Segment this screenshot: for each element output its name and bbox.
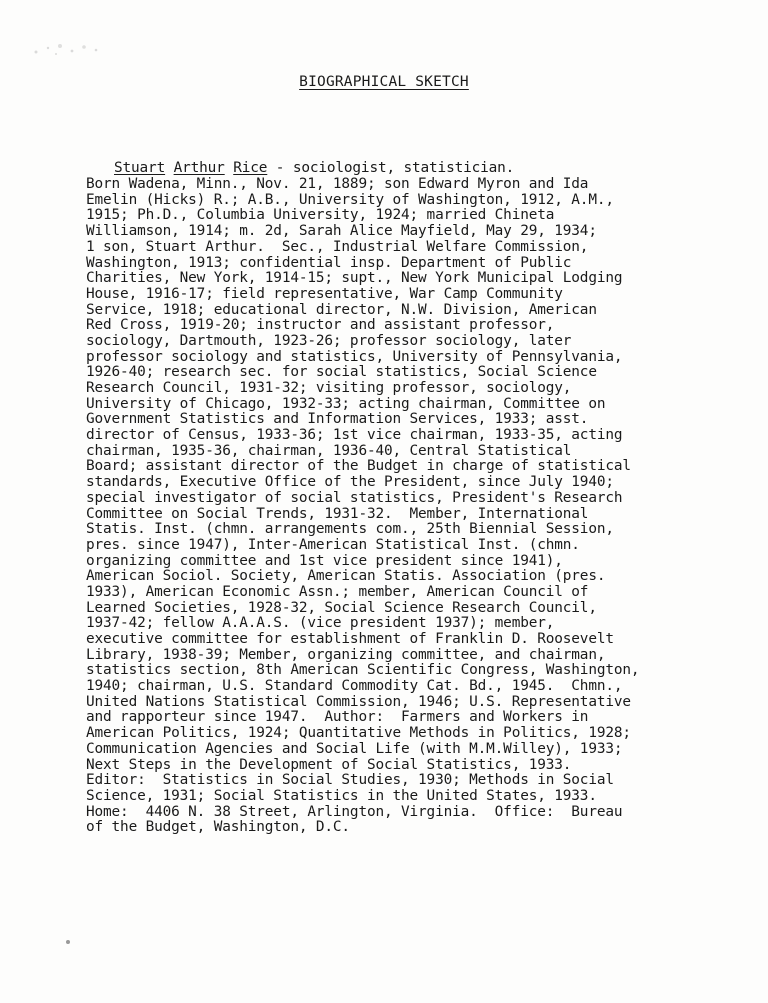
text-line: American Politics, 1924; Quantitative Methods in Politics, 1928; xyxy=(86,725,631,742)
text-line: Committee on Social Trends, 1931-32. Member, International xyxy=(86,505,589,522)
text-line: 1926-40; research sec. for social statistics, Social Science xyxy=(86,364,597,381)
text-line: 1 son, Stuart Arthur. Sec., Industrial Welfare Commission, xyxy=(86,238,589,255)
text-line: House, 1916-17; field representative, War Camp Community xyxy=(86,285,563,302)
text-line: Science, 1931; Social Statistics in the United States, 1933. xyxy=(86,787,597,804)
text-line: Williamson, 1914; m. 2d, Sarah Alice Mayfield, May 29, 1934; xyxy=(86,223,597,240)
subject-descriptor: - sociologist, statistician. xyxy=(267,160,515,177)
text-line: University of Chicago, 1932-33; acting chairman, Committee on xyxy=(86,395,606,412)
text-line: standards, Executive Office of the President, since July 1940; xyxy=(86,474,614,491)
text-line: of the Budget, Washington, D.C. xyxy=(86,819,350,836)
text-line: 1915; Ph.D., Columbia University, 1924; married Chineta xyxy=(86,207,555,224)
text-line: 1933), American Economic Assn.; member, American Council of xyxy=(86,583,589,600)
text-line: Emelin (Hicks) R.; A.B., University of Washington, 1912, A.M., xyxy=(86,191,614,208)
page-title: BIOGRAPHICAL SKETCH xyxy=(299,74,469,90)
text-line: Library, 1938-39; Member, organizing committee, and chairman, xyxy=(86,646,606,663)
text-line: Home: 4406 N. 38 Street, Arlington, Virginia. Office: Bureau xyxy=(86,803,623,820)
text-line: pres. since 1947), Inter-American Statistical Inst. (chmn. xyxy=(86,536,580,553)
text-line: Research Council, 1931-32; visiting professor, sociology, xyxy=(86,380,572,397)
text-line: professor sociology and statistics, University of Pennsylvania, xyxy=(86,348,623,365)
subject-line xyxy=(86,161,726,177)
text-line: Statis. Inst. (chmn. arrangements com., 25th Biennial Session, xyxy=(86,521,614,538)
text-line: director of Census, 1933-36; 1st vice chairman, 1933-35, acting xyxy=(86,427,623,444)
text-line: Washington, 1913; confidential insp. Department of Public xyxy=(86,254,572,271)
subject-middle-name: Arthur xyxy=(173,160,225,177)
text-line: Editor: Statistics in Social Studies, 1930; Methods in Social xyxy=(86,772,614,789)
ink-smudge xyxy=(26,38,112,60)
subject-last-name: Rice xyxy=(233,160,268,177)
text-line: Board; assistant director of the Budget in charge of statistical xyxy=(86,458,631,475)
text-line: organizing committee and 1st vice president since 1941), xyxy=(86,552,563,569)
text-line: Red Cross, 1919-20; instructor and assistant professor, xyxy=(86,317,555,334)
text-line: executive committee for establishment of Franklin D. Roosevelt xyxy=(86,631,614,648)
text-line: Service, 1918; educational director, N.W. Division, American xyxy=(86,301,597,318)
text-line: Born Wadena, Minn., Nov. 21, 1889; son Edward Myron and Ida xyxy=(86,176,589,193)
text-line: Next Steps in the Development of Social Statistics, 1933. xyxy=(86,756,572,773)
text-line: chairman, 1935-36, chairman, 1936-40, Central Statistical xyxy=(86,442,572,459)
text-line: Government Statistics and Information Services, 1933; asst. xyxy=(86,411,589,428)
text-line: statistics section, 8th American Scientific Congress, Washington, xyxy=(86,662,640,679)
text-line: sociology, Dartmouth, 1923-26; professor sociology, later xyxy=(86,332,572,349)
margin-mark xyxy=(66,940,70,944)
subject-first-name: Stuart xyxy=(114,160,166,177)
text-line: Learned Societies, 1928-32, Social Science Research Council, xyxy=(86,599,597,616)
text-line: and rapporteur since 1947. Author: Farmers and Workers in xyxy=(86,709,589,726)
text-line: American Sociol. Society, American Statis. Association (pres. xyxy=(86,568,606,585)
text-line: special investigator of social statistics, President's Research xyxy=(86,489,623,506)
text-line: Communication Agencies and Social Life (with M.M.Willey), 1933; xyxy=(86,740,623,757)
text-line: Charities, New York, 1914-15; supt., New York Municipal Lodging xyxy=(86,270,623,287)
text-line: 1937-42; fellow A.A.A.S. (vice president 1937); member, xyxy=(86,615,555,632)
text-line: United Nations Statistical Commission, 1946; U.S. Representative xyxy=(86,693,631,710)
text-line: 1940; chairman, U.S. Standard Commodity Cat. Bd., 1945. Chmn., xyxy=(86,678,623,695)
biography-text xyxy=(86,130,726,867)
